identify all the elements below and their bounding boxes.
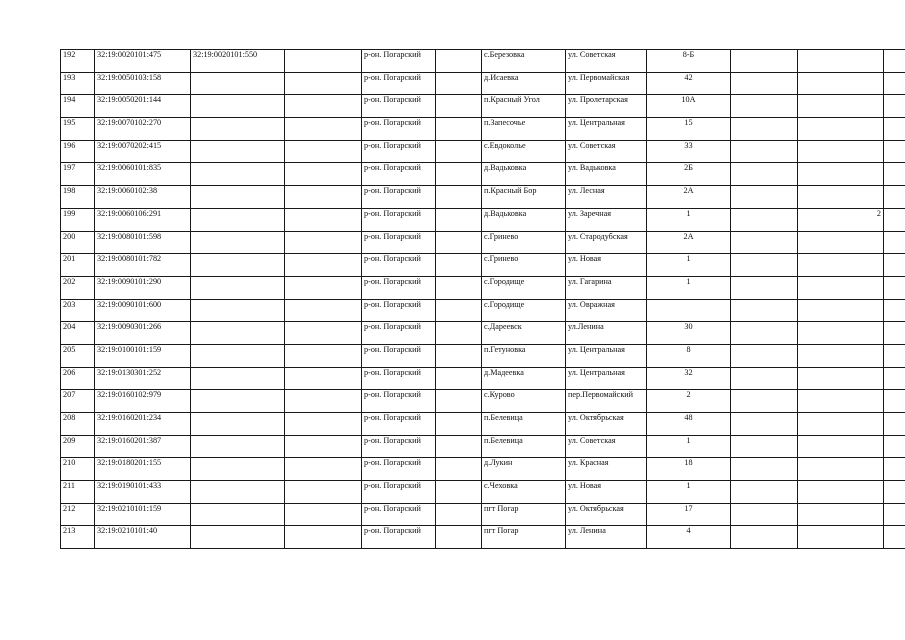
row-number-cell: 205	[61, 344, 95, 367]
district-cell: р-он. Погарский	[362, 458, 436, 481]
district-cell: р-он. Погарский	[362, 503, 436, 526]
row-number-cell: 200	[61, 231, 95, 254]
cadastral-number-cell: 32:19:0060101:835	[95, 163, 191, 186]
street-cell: ул. Заречная	[566, 208, 647, 231]
house-number-cell: 2	[647, 390, 731, 413]
settlement-cell: с.Гринево	[482, 231, 566, 254]
extra-value-cell	[798, 95, 884, 118]
settlement-cell: с.Дареевск	[482, 322, 566, 345]
settlement-cell: п.Гетуновка	[482, 344, 566, 367]
settlement-cell: с.Курово	[482, 390, 566, 413]
settlement-cell: д.Вадьковка	[482, 208, 566, 231]
extra-value-cell	[798, 163, 884, 186]
cadastral-number-cell: 32:19:0180201:155	[95, 458, 191, 481]
cadastral-number-cell: 32:19:0070102:270	[95, 118, 191, 141]
table-row	[61, 276, 905, 299]
related-cadastral-cell	[191, 95, 285, 118]
street-cell: ул.Ленина	[566, 322, 647, 345]
house-number-cell: 1	[647, 276, 731, 299]
extra-value-cell	[798, 481, 884, 504]
empty-cell	[436, 390, 482, 413]
settlement-cell: д.Мадеевка	[482, 367, 566, 390]
row-number-cell: 211	[61, 481, 95, 504]
table-row	[61, 299, 905, 322]
empty-cell	[436, 95, 482, 118]
district-cell: р-он. Погарский	[362, 95, 436, 118]
street-cell: ул. Стародубская	[566, 231, 647, 254]
extra-value-cell	[798, 231, 884, 254]
house-number-cell: 8-Б	[647, 50, 731, 73]
table-row	[61, 481, 905, 504]
extra-value-cell	[798, 367, 884, 390]
row-number-cell: 192	[61, 50, 95, 73]
district-cell: р-он. Погарский	[362, 344, 436, 367]
district-cell: р-он. Погарский	[362, 231, 436, 254]
house-number-cell: 48	[647, 413, 731, 436]
empty-cell	[884, 95, 905, 118]
empty-cell	[436, 208, 482, 231]
cadastral-number-cell: 32:19:0160201:387	[95, 435, 191, 458]
related-cadastral-cell	[191, 276, 285, 299]
related-cadastral-cell	[191, 503, 285, 526]
settlement-cell: д.Исаевка	[482, 72, 566, 95]
related-cadastral-cell	[191, 322, 285, 345]
empty-cell	[884, 344, 905, 367]
street-cell: ул. Центральная	[566, 118, 647, 141]
empty-cell	[731, 186, 798, 209]
table-row	[61, 435, 905, 458]
table-row	[61, 163, 905, 186]
extra-value-cell	[798, 50, 884, 73]
empty-cell	[731, 299, 798, 322]
street-cell: ул. Лесная	[566, 186, 647, 209]
table-row	[61, 50, 905, 73]
district-cell: р-он. Погарский	[362, 435, 436, 458]
empty-cell	[884, 50, 905, 73]
row-number-cell: 201	[61, 254, 95, 277]
house-number-cell: 2А	[647, 186, 731, 209]
settlement-cell: с.Городище	[482, 299, 566, 322]
empty-cell	[884, 503, 905, 526]
house-number-cell: 1	[647, 254, 731, 277]
empty-cell	[731, 163, 798, 186]
street-cell: ул. Красная	[566, 458, 647, 481]
table-row	[61, 254, 905, 277]
row-number-cell: 208	[61, 413, 95, 436]
related-cadastral-cell	[191, 140, 285, 163]
related-cadastral-cell	[191, 299, 285, 322]
empty-cell	[731, 95, 798, 118]
row-number-cell: 199	[61, 208, 95, 231]
extra-value-cell	[798, 118, 884, 141]
extra-value-cell	[798, 526, 884, 549]
empty-cell	[436, 254, 482, 277]
district-cell: р-он. Погарский	[362, 140, 436, 163]
empty-cell	[731, 322, 798, 345]
extra-value-cell	[798, 344, 884, 367]
district-cell: р-он. Погарский	[362, 299, 436, 322]
cadastral-number-cell: 32:19:0210101:159	[95, 503, 191, 526]
empty-cell	[285, 458, 362, 481]
district-cell: р-он. Погарский	[362, 390, 436, 413]
empty-cell	[285, 390, 362, 413]
district-cell: р-он. Погарский	[362, 254, 436, 277]
empty-cell	[285, 526, 362, 549]
settlement-cell: с.Евдоколье	[482, 140, 566, 163]
empty-cell	[436, 367, 482, 390]
house-number-cell: 1	[647, 481, 731, 504]
house-number-cell	[647, 299, 731, 322]
house-number-cell: 2Б	[647, 163, 731, 186]
related-cadastral-cell	[191, 163, 285, 186]
settlement-cell: п.Белевица	[482, 413, 566, 436]
row-number-cell: 203	[61, 299, 95, 322]
district-cell: р-он. Погарский	[362, 481, 436, 504]
related-cadastral-cell	[191, 72, 285, 95]
empty-cell	[436, 526, 482, 549]
empty-cell	[731, 344, 798, 367]
street-cell: ул. Новая	[566, 254, 647, 277]
settlement-cell: с.Березовка	[482, 50, 566, 73]
empty-cell	[731, 367, 798, 390]
empty-cell	[884, 163, 905, 186]
empty-cell	[731, 231, 798, 254]
empty-cell	[731, 413, 798, 436]
empty-cell	[285, 118, 362, 141]
cadastral-number-cell: 32:19:0190101:433	[95, 481, 191, 504]
street-cell: ул. Ленина	[566, 526, 647, 549]
settlement-cell: с.Чеховка	[482, 481, 566, 504]
cadastral-number-cell: 32:19:0060102:38	[95, 186, 191, 209]
related-cadastral-cell	[191, 413, 285, 436]
cadastral-number-cell: 32:19:0090301:266	[95, 322, 191, 345]
empty-cell	[884, 208, 905, 231]
settlement-cell: д.Вадьковка	[482, 163, 566, 186]
extra-value-cell	[798, 435, 884, 458]
empty-cell	[285, 413, 362, 436]
table-row	[61, 344, 905, 367]
row-number-cell: 195	[61, 118, 95, 141]
row-number-cell: 209	[61, 435, 95, 458]
table-row	[61, 322, 905, 345]
empty-cell	[436, 50, 482, 73]
empty-cell	[731, 458, 798, 481]
empty-cell	[285, 50, 362, 73]
empty-cell	[731, 140, 798, 163]
empty-cell	[436, 118, 482, 141]
table-row	[61, 95, 905, 118]
row-number-cell: 206	[61, 367, 95, 390]
empty-cell	[285, 140, 362, 163]
empty-cell	[884, 254, 905, 277]
cadastral-number-cell: 32:19:0130301:252	[95, 367, 191, 390]
related-cadastral-cell: 32:19:0020101:550	[191, 50, 285, 73]
empty-cell	[285, 163, 362, 186]
district-cell: р-он. Погарский	[362, 367, 436, 390]
street-cell: ул. Центральная	[566, 344, 647, 367]
table-row	[61, 503, 905, 526]
cadastral-number-cell: 32:19:0090101:600	[95, 299, 191, 322]
empty-cell	[436, 163, 482, 186]
registry-table	[60, 49, 905, 549]
cadastral-number-cell: 32:19:0100101:159	[95, 344, 191, 367]
empty-cell	[436, 481, 482, 504]
empty-cell	[884, 140, 905, 163]
table-row	[61, 390, 905, 413]
empty-cell	[436, 72, 482, 95]
street-cell: пер.Первомайский	[566, 390, 647, 413]
cadastral-number-cell: 32:19:0160201:234	[95, 413, 191, 436]
cadastral-number-cell: 32:19:0050103:158	[95, 72, 191, 95]
extra-value-cell	[798, 276, 884, 299]
row-number-cell: 194	[61, 95, 95, 118]
empty-cell	[731, 526, 798, 549]
related-cadastral-cell	[191, 458, 285, 481]
extra-value-cell: 2	[798, 208, 884, 231]
table-row	[61, 458, 905, 481]
district-cell: р-он. Погарский	[362, 186, 436, 209]
empty-cell	[285, 481, 362, 504]
empty-cell	[436, 186, 482, 209]
empty-cell	[285, 95, 362, 118]
empty-cell	[884, 299, 905, 322]
empty-cell	[731, 118, 798, 141]
house-number-cell: 1	[647, 208, 731, 231]
row-number-cell: 213	[61, 526, 95, 549]
empty-cell	[884, 276, 905, 299]
empty-cell	[884, 186, 905, 209]
cadastral-number-cell: 32:19:0160102:979	[95, 390, 191, 413]
empty-cell	[884, 231, 905, 254]
empty-cell	[436, 276, 482, 299]
registry-body	[61, 50, 905, 549]
extra-value-cell	[798, 322, 884, 345]
empty-cell	[285, 435, 362, 458]
empty-cell	[884, 118, 905, 141]
house-number-cell: 17	[647, 503, 731, 526]
empty-cell	[731, 435, 798, 458]
extra-value-cell	[798, 72, 884, 95]
document-page	[60, 49, 881, 549]
table-row	[61, 367, 905, 390]
district-cell: р-он. Погарский	[362, 50, 436, 73]
related-cadastral-cell	[191, 344, 285, 367]
cadastral-number-cell: 32:19:0070202:415	[95, 140, 191, 163]
house-number-cell: 10А	[647, 95, 731, 118]
house-number-cell: 18	[647, 458, 731, 481]
row-number-cell: 197	[61, 163, 95, 186]
extra-value-cell	[798, 503, 884, 526]
related-cadastral-cell	[191, 231, 285, 254]
row-number-cell: 202	[61, 276, 95, 299]
row-number-cell: 193	[61, 72, 95, 95]
settlement-cell: д.Лукин	[482, 458, 566, 481]
extra-value-cell	[798, 390, 884, 413]
empty-cell	[285, 276, 362, 299]
cadastral-number-cell: 32:19:0210101:40	[95, 526, 191, 549]
house-number-cell: 15	[647, 118, 731, 141]
related-cadastral-cell	[191, 481, 285, 504]
district-cell: р-он. Погарский	[362, 118, 436, 141]
table-row	[61, 72, 905, 95]
row-number-cell: 212	[61, 503, 95, 526]
related-cadastral-cell	[191, 118, 285, 141]
related-cadastral-cell	[191, 186, 285, 209]
empty-cell	[285, 231, 362, 254]
street-cell: ул. Октябрьская	[566, 503, 647, 526]
district-cell: р-он. Погарский	[362, 276, 436, 299]
empty-cell	[731, 50, 798, 73]
empty-cell	[731, 390, 798, 413]
row-number-cell: 207	[61, 390, 95, 413]
extra-value-cell	[798, 254, 884, 277]
house-number-cell: 8	[647, 344, 731, 367]
related-cadastral-cell	[191, 254, 285, 277]
district-cell: р-он. Погарский	[362, 72, 436, 95]
empty-cell	[285, 344, 362, 367]
empty-cell	[436, 299, 482, 322]
table-row	[61, 231, 905, 254]
street-cell: ул. Новая	[566, 481, 647, 504]
related-cadastral-cell	[191, 367, 285, 390]
district-cell: р-он. Погарский	[362, 322, 436, 345]
related-cadastral-cell	[191, 208, 285, 231]
row-number-cell: 196	[61, 140, 95, 163]
extra-value-cell	[798, 140, 884, 163]
house-number-cell: 42	[647, 72, 731, 95]
empty-cell	[436, 413, 482, 436]
empty-cell	[884, 390, 905, 413]
row-number-cell: 198	[61, 186, 95, 209]
extra-value-cell	[798, 186, 884, 209]
table-row	[61, 140, 905, 163]
related-cadastral-cell	[191, 390, 285, 413]
related-cadastral-cell	[191, 526, 285, 549]
extra-value-cell	[798, 299, 884, 322]
empty-cell	[731, 481, 798, 504]
district-cell: р-он. Погарский	[362, 163, 436, 186]
empty-cell	[731, 72, 798, 95]
settlement-cell: пгт Погар	[482, 526, 566, 549]
district-cell: р-он. Погарский	[362, 208, 436, 231]
house-number-cell: 33	[647, 140, 731, 163]
empty-cell	[731, 503, 798, 526]
table-row	[61, 413, 905, 436]
empty-cell	[285, 367, 362, 390]
house-number-cell: 30	[647, 322, 731, 345]
empty-cell	[285, 322, 362, 345]
settlement-cell: пгт Погар	[482, 503, 566, 526]
cadastral-number-cell: 32:19:0050201:144	[95, 95, 191, 118]
empty-cell	[884, 367, 905, 390]
table-row	[61, 208, 905, 231]
related-cadastral-cell	[191, 435, 285, 458]
street-cell: ул. Вадьковка	[566, 163, 647, 186]
house-number-cell: 32	[647, 367, 731, 390]
street-cell: ул. Овражная	[566, 299, 647, 322]
empty-cell	[436, 458, 482, 481]
empty-cell	[884, 72, 905, 95]
empty-cell	[884, 481, 905, 504]
empty-cell	[436, 322, 482, 345]
empty-cell	[436, 344, 482, 367]
cadastral-number-cell: 32:19:0020101:475	[95, 50, 191, 73]
house-number-cell: 2А	[647, 231, 731, 254]
settlement-cell: п.Белевица	[482, 435, 566, 458]
cadastral-number-cell: 32:19:0080101:598	[95, 231, 191, 254]
empty-cell	[884, 526, 905, 549]
empty-cell	[285, 186, 362, 209]
cadastral-number-cell: 32:19:0060106:291	[95, 208, 191, 231]
empty-cell	[285, 299, 362, 322]
district-cell: р-он. Погарский	[362, 526, 436, 549]
row-number-cell: 204	[61, 322, 95, 345]
street-cell: ул. Советская	[566, 50, 647, 73]
house-number-cell: 1	[647, 435, 731, 458]
empty-cell	[884, 413, 905, 436]
empty-cell	[285, 208, 362, 231]
street-cell: ул. Пролетарская	[566, 95, 647, 118]
empty-cell	[436, 140, 482, 163]
table-row	[61, 118, 905, 141]
settlement-cell: п.Запесочье	[482, 118, 566, 141]
empty-cell	[884, 435, 905, 458]
street-cell: ул. Гагарина	[566, 276, 647, 299]
empty-cell	[436, 503, 482, 526]
settlement-cell: п.Красный Угол	[482, 95, 566, 118]
empty-cell	[436, 435, 482, 458]
house-number-cell: 4	[647, 526, 731, 549]
settlement-cell: с.Гринево	[482, 254, 566, 277]
empty-cell	[731, 208, 798, 231]
settlement-cell: с.Городище	[482, 276, 566, 299]
empty-cell	[285, 503, 362, 526]
street-cell: ул. Советская	[566, 435, 647, 458]
street-cell: ул. Первомайская	[566, 72, 647, 95]
empty-cell	[884, 458, 905, 481]
street-cell: ул. Советская	[566, 140, 647, 163]
street-cell: ул. Центральная	[566, 367, 647, 390]
empty-cell	[731, 254, 798, 277]
district-cell: р-он. Погарский	[362, 413, 436, 436]
empty-cell	[436, 231, 482, 254]
cadastral-number-cell: 32:19:0080101:782	[95, 254, 191, 277]
table-row	[61, 526, 905, 549]
empty-cell	[731, 276, 798, 299]
extra-value-cell	[798, 413, 884, 436]
settlement-cell: п.Красный Бор	[482, 186, 566, 209]
table-row	[61, 186, 905, 209]
extra-value-cell	[798, 458, 884, 481]
row-number-cell: 210	[61, 458, 95, 481]
empty-cell	[285, 72, 362, 95]
empty-cell	[884, 322, 905, 345]
cadastral-number-cell: 32:19:0090101:290	[95, 276, 191, 299]
empty-cell	[285, 254, 362, 277]
street-cell: ул. Октябрьская	[566, 413, 647, 436]
